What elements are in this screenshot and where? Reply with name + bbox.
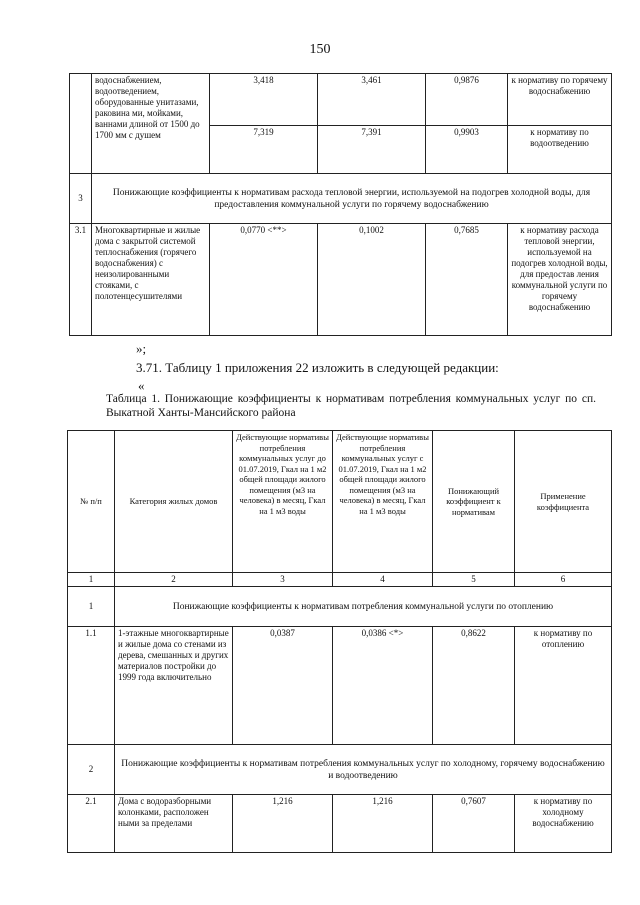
cell-category: Дома с водоразборными колонками, расположен ными за пределами xyxy=(115,795,233,853)
cell-value-after: 7,391 xyxy=(318,126,426,174)
column-number: 2 xyxy=(115,573,233,587)
column-number: 6 xyxy=(515,573,612,587)
cell-value-after: 1,216 xyxy=(333,795,433,853)
column-number: 5 xyxy=(433,573,515,587)
cell-value-before: 7,319 xyxy=(210,126,318,174)
opening-quote: « xyxy=(138,378,145,393)
cell-coefficient: 0,9876 xyxy=(426,74,508,126)
section-heading: Понижающие коэффициенты к нормативам расхода тепловой энергии, используемой на подогрев холодной воды, для предоставления коммунальной услуги по горячему водоснабжению xyxy=(92,174,612,224)
table-bottom xyxy=(67,430,612,853)
page-number: 150 xyxy=(309,42,331,57)
header-value-before: Действующие нормативы потребления коммунальных услуг до 01.07.2019, Гкал на 1 м2 общей площади жилого помещения (м3 на человека) в месяц, Гкал на 1 м3 воды xyxy=(233,431,333,573)
cell-category: водоснабжением, водоотведением, оборудованные унитазами, раковина ми, мойками, ваннами длиной от 1500 до 1700 мм с душем xyxy=(92,74,210,174)
cell-coefficient: 0,7607 xyxy=(433,795,515,853)
closing-quote: »; xyxy=(136,341,147,356)
cell-coefficient: 0,8622 xyxy=(433,627,515,745)
section-number: 3 xyxy=(70,174,92,224)
row-number: 1.1 xyxy=(68,627,115,745)
header-value-after: Действующие нормативы потребления коммунальных услуг с 01.07.2019, Гкал на 1 м2 общей площади жилого помещения (м3 на человека) в месяц, Гкал на 1 м3 воды xyxy=(333,431,433,573)
row-number: 2.1 xyxy=(68,795,115,853)
cell-value-after: 0,0386 <*> xyxy=(333,627,433,745)
header-application: Применение коэффициента xyxy=(515,431,612,573)
cell-value-after: 0,1002 xyxy=(318,224,426,336)
cell-value-before: 0,0387 xyxy=(233,627,333,745)
cell-value-before: 3,418 xyxy=(210,74,318,126)
cell-application: к нормативу по отоплению xyxy=(515,627,612,745)
cell-coefficient: 0,7685 xyxy=(426,224,508,336)
section-heading: Понижающие коэффициенты к нормативам потребления коммунальной услуги по отоплению xyxy=(115,587,612,627)
section-number: 2 xyxy=(68,745,115,795)
table-top xyxy=(69,73,612,336)
header-coefficient: Понижающий коэффициент к нормативам xyxy=(433,431,515,573)
cell-category: 1-этажные многоквартирные и жилые дома со стенами из дерева, смешанных и других материалов постройки до 1999 года включительно xyxy=(115,627,233,745)
section-heading: Понижающие коэффициенты к нормативам потребления коммунальных услуг по холодному, горячему водоснабжению и водоотведению xyxy=(115,745,612,795)
amendment-clause: 3.71. Таблицу 1 приложения 22 изложить в следующей редакции: xyxy=(136,360,499,375)
cell-application: к нормативу по горячему водоснабжению xyxy=(508,74,612,126)
cell-application: к нормативу по холодному водоснабжению xyxy=(515,795,612,853)
header-category: Категория жилых домов xyxy=(115,431,233,573)
cell-category: Многоквартирные и жилые дома с закрытой системой теплоснабжения (горячего водоснабжения) с неизолированными стояками, с полотенцесушителями xyxy=(92,224,210,336)
header-number: № п/п xyxy=(68,431,115,573)
cell-application: к нормативу по водоотведению xyxy=(508,126,612,174)
cell-value-after: 3,461 xyxy=(318,74,426,126)
section-number: 1 xyxy=(68,587,115,627)
cell-num xyxy=(70,74,92,174)
column-number: 3 xyxy=(233,573,333,587)
cell-value-before: 0,0770 <**> xyxy=(210,224,318,336)
row-number: 3.1 xyxy=(70,224,92,336)
cell-application: к нормативу расхода тепловой энергии, используемой на подогрев холодной воды, для предостав ления коммунальной услуги по горячему водоснабжению xyxy=(508,224,612,336)
column-number: 4 xyxy=(333,573,433,587)
cell-coefficient: 0,9903 xyxy=(426,126,508,174)
cell-value-before: 1,216 xyxy=(233,795,333,853)
table-caption: Таблица 1. Понижающие коэффициенты к нормативам потребления коммунальных услуг по сп. Выкатной Ханты-Мансийского района xyxy=(106,393,596,419)
column-number: 1 xyxy=(68,573,115,587)
